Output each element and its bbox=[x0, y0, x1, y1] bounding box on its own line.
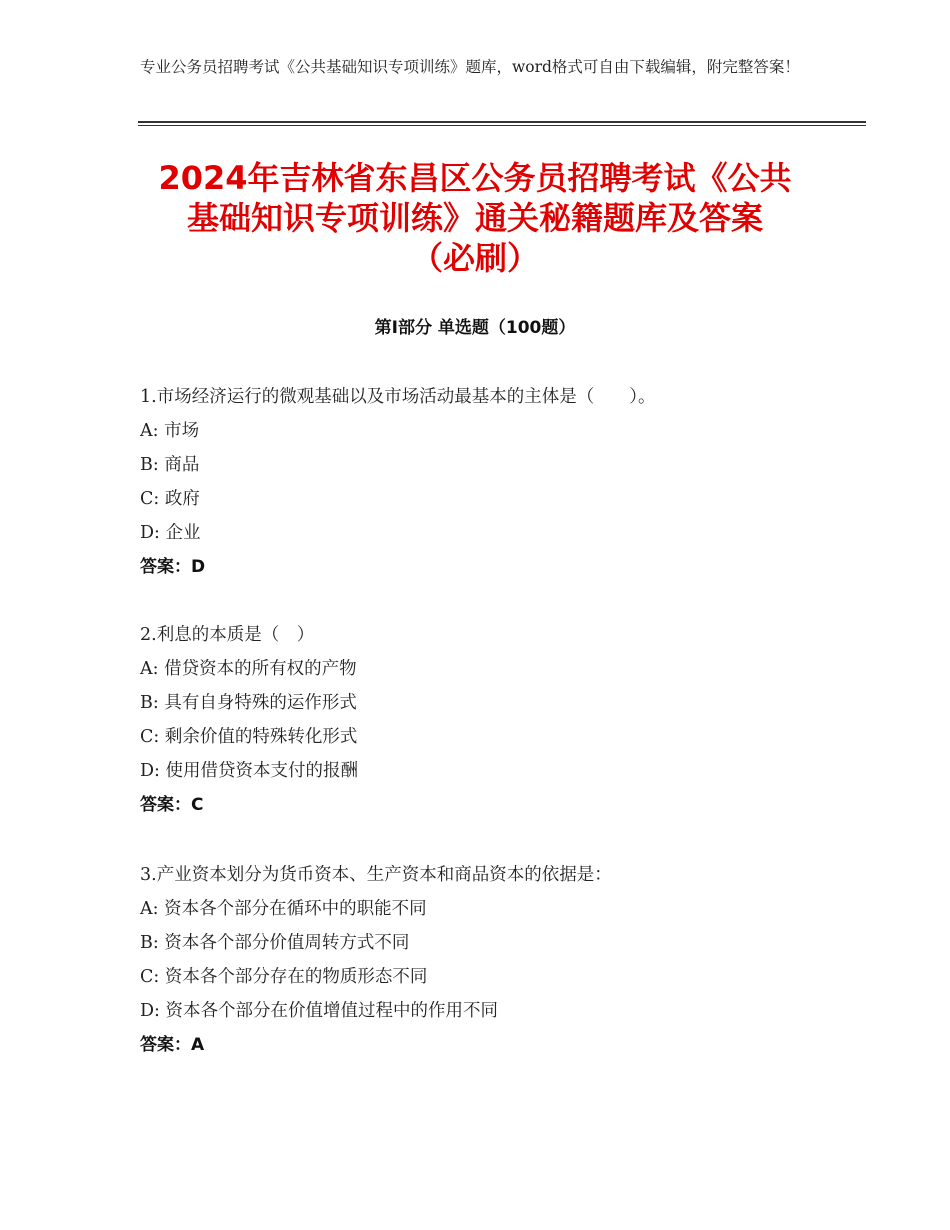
question-stem: 1.市场经济运行的微观基础以及市场活动最基本的主体是（ ）。 bbox=[140, 387, 656, 407]
option-b: B: 资本各个部分价值周转方式不同 bbox=[140, 933, 410, 953]
question-stem: 2.利息的本质是（ ） bbox=[140, 625, 315, 645]
question-block-2 bbox=[140, 618, 840, 822]
answer: 答案：C bbox=[140, 795, 204, 815]
header-note: 专业公务员招聘考试《公共基础知识专项训练》题库，word格式可自由下载编辑，附完整答案！ bbox=[140, 58, 800, 76]
option-b: B: 具有自身特殊的运作形式 bbox=[140, 693, 357, 713]
question-block-1 bbox=[140, 380, 840, 584]
option-a: A: 借贷资本的所有权的产物 bbox=[140, 659, 357, 679]
question-block-3 bbox=[140, 858, 840, 1062]
option-c: C: 剩余价值的特殊转化形式 bbox=[140, 727, 358, 747]
header-rule-thin bbox=[138, 125, 866, 126]
answer: 答案：D bbox=[140, 557, 206, 577]
option-d: D: 使用借贷资本支付的报酬 bbox=[140, 761, 358, 781]
document-title-line-3: （必刷） bbox=[410, 239, 539, 277]
option-d: D: 企业 bbox=[140, 523, 201, 543]
option-c: C: 资本各个部分存在的物质形态不同 bbox=[140, 967, 428, 987]
answer: 答案：A bbox=[140, 1035, 205, 1055]
question-stem: 3.产业资本划分为货币资本、生产资本和商品资本的依据是： bbox=[140, 865, 612, 885]
option-a: A: 资本各个部分在循环中的职能不同 bbox=[140, 899, 427, 919]
option-d: D: 资本各个部分在价值增值过程中的作用不同 bbox=[140, 1001, 498, 1021]
document-title-line-2: 基础知识专项训练》通关秘籍题库及答案 bbox=[186, 199, 763, 237]
document-title bbox=[120, 158, 830, 278]
option-b: B: 商品 bbox=[140, 455, 200, 475]
section-title: 第Ⅰ部分 单选题（100题） bbox=[374, 318, 576, 338]
document-title-line-1: 2024年吉林省东昌区公务员招聘考试《公共 bbox=[158, 159, 792, 197]
header-rule-thick bbox=[138, 121, 866, 123]
option-c: C: 政府 bbox=[140, 489, 200, 509]
option-a: A: 市场 bbox=[140, 421, 200, 441]
